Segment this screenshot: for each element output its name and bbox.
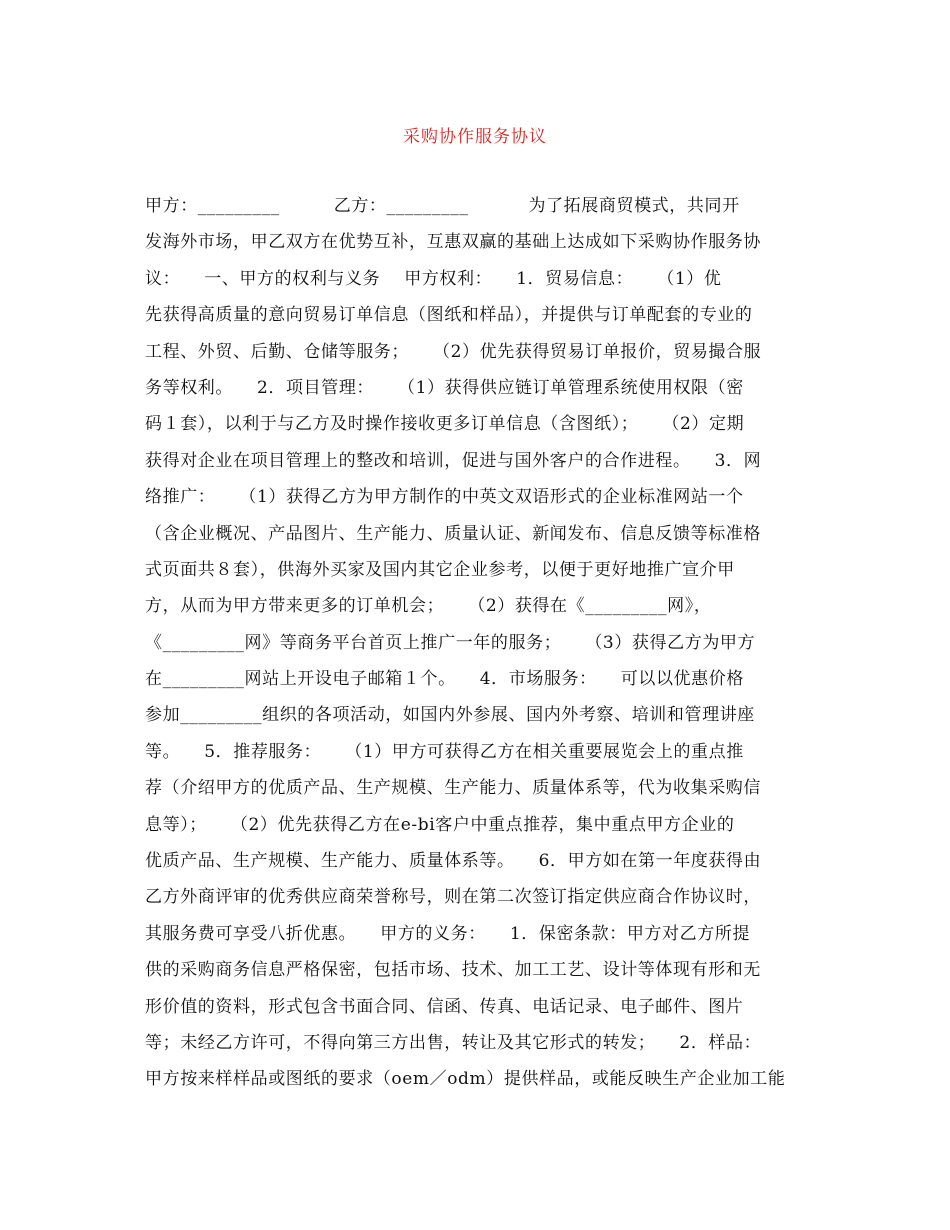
body-line: （含企业概况、产品图片、生产能力、质量认证、新闻发布、信息反馈等标准格 [145, 523, 761, 544]
body-line: 优质产品、生产规模、生产能力、质量体系等。 6．甲方如在第一年度获得由 [145, 851, 762, 872]
body-line: 在_________网站上开设电子邮箱１个。 4．市场服务： 可以以优惠价格 [145, 669, 744, 690]
body-line: 形价值的资料，形式包含书面合同、信函、传真、电话记录、电子邮件、图片 [145, 996, 744, 1017]
document-body [145, 188, 805, 1098]
body-line: 甲方：_________ 乙方：_________ 为了拓展商贸模式，共同开 [145, 196, 740, 216]
body-line: 获得对企业在项目管理上的整改和培训，促进与国外客户的合作进程。 3．网 [145, 450, 762, 471]
body-line: 供的采购商务信息严格保密，包括市场、技术、加工工艺、设计等体现有形和无 [145, 960, 761, 981]
body-line: 议： 一、甲方的权利与义务 甲方权利： 1．贸易信息： （1）优 [145, 268, 722, 289]
body-line: 务等权利。 2．项目管理： （1）获得供应链订单管理系统使用权限（密 [145, 377, 744, 398]
body-line: 其服务费可享受八折优惠。 甲方的义务： 1．保密条款：甲方对乙方所提 [145, 923, 751, 944]
body-line: 方，从而为甲方带来更多的订单机会； （2）获得在《_________网》， [145, 596, 712, 617]
body-line: 乙方外商评审的优秀供应商荣誉称号，则在第二次签订指定供应商合作协议时， [145, 887, 761, 908]
body-line: 等。 5．推荐服务： （1）甲方可获得乙方在相关重要展览会上的重点推 [145, 741, 744, 762]
body-line: 先获得高质量的意向贸易订单信息（图纸和样品），并提供与订单配套的专业的 [145, 305, 753, 326]
body-line: 发海外市场，甲乙双方在优势互补，互惠双赢的基础上达成如下采购协作服务协 [145, 232, 761, 253]
document-title: 采购协作服务协议 [403, 127, 547, 147]
body-line: 息等）； （2）优先获得乙方在e-bi客户中重点推荐，集中重点甲方企业的 [145, 814, 735, 835]
body-line: 甲方按来样样品或图纸的要求（oem／odm）提供样品，或能反映生产企业加工能 [145, 1069, 786, 1090]
body-line: 《_________网》等商务平台首页上推广一年的服务； （3）获得乙方为甲方 [145, 632, 756, 653]
body-line: 络推广： （1）获得乙方为甲方制作的中英文双语形式的企业标准网站一个 [145, 487, 744, 508]
body-line: 荐（介绍甲方的优质产品、生产规模、生产能力、质量体系等，代为收集采购信 [145, 778, 761, 799]
body-line: 工程、外贸、后勤、仓储等服务； （2）优先获得贸易订单报价，贸易撮合服 [145, 341, 762, 362]
body-line: 式页面共８套），供海外买家及国内其它企业参考，以便于更好地推广宣介甲 [145, 559, 735, 580]
body-line: 等；未经乙方许可，不得向第三方出售，转让及其它形式的转发； 2．样品： [145, 1032, 762, 1053]
body-line: 参加_________组织的各项活动，如国内外参展、国内外考察、培训和管理讲座 [145, 705, 755, 726]
body-line: 码１套），以利于与乙方及时操作接收更多订单信息（含图纸）； （2）定期 [145, 414, 745, 435]
